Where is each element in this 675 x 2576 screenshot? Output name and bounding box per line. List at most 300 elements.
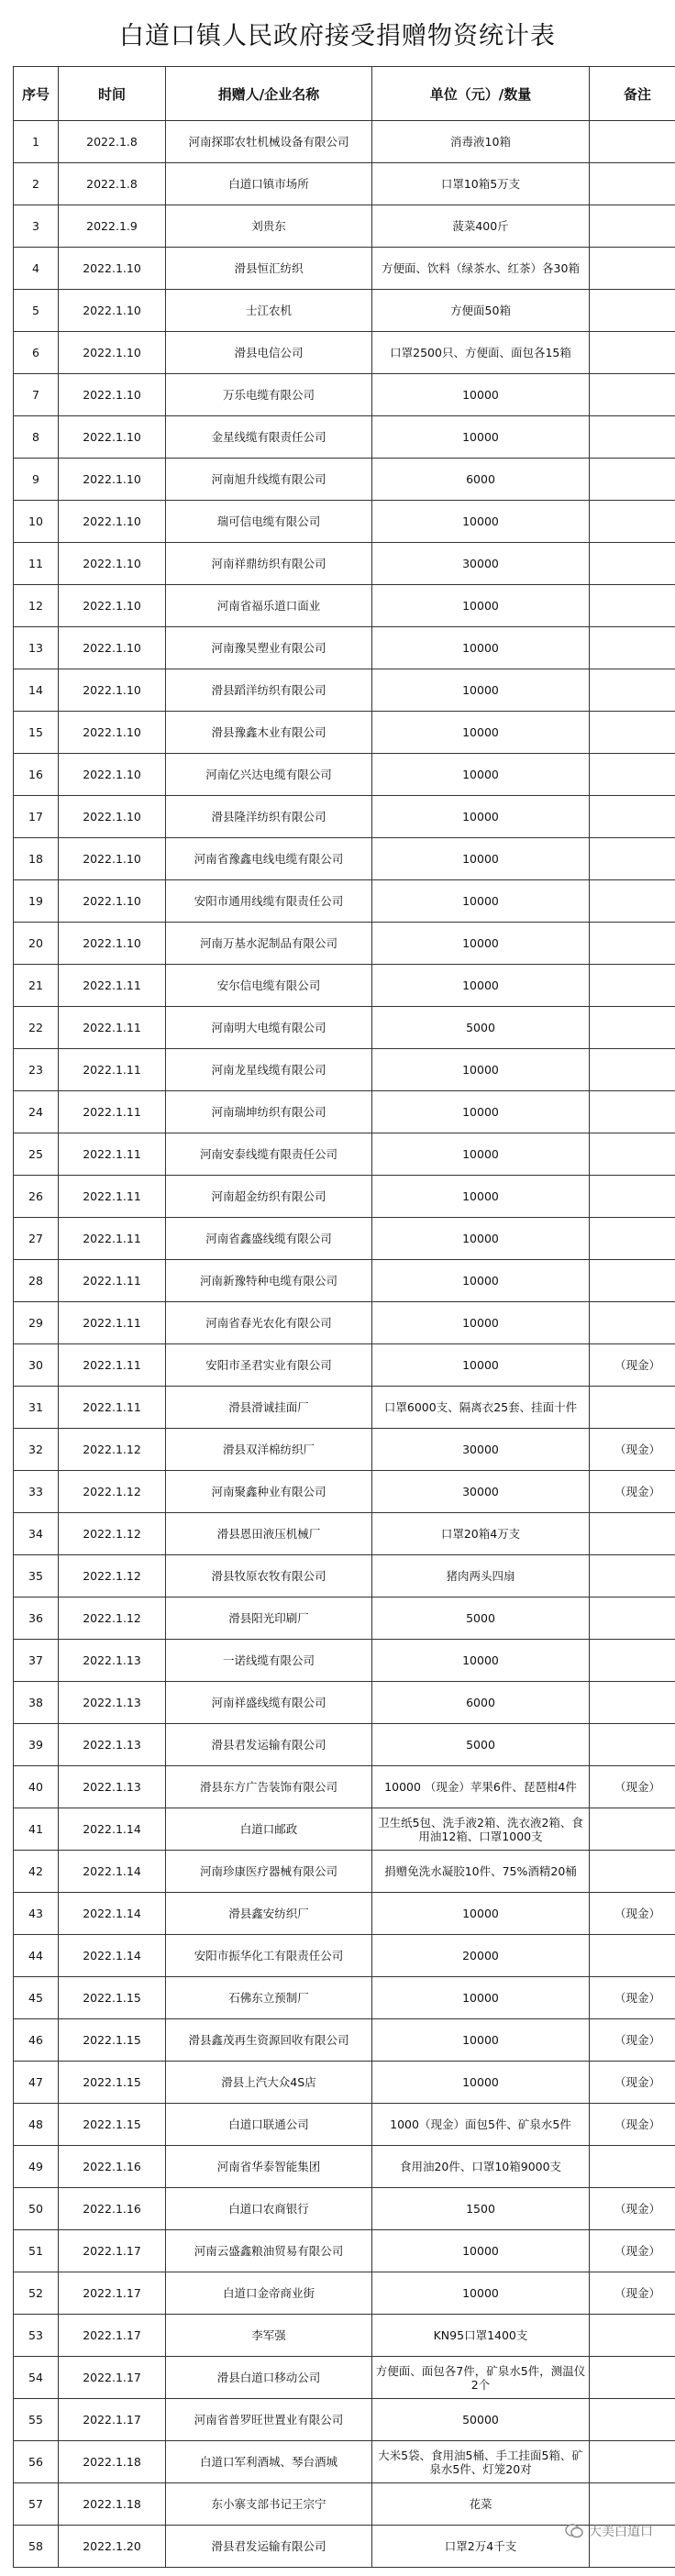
cell-amount: 方便面50箱 [372,290,590,332]
cell-no: 7 [14,374,59,416]
cell-note [590,1555,675,1598]
cell-amount: 10000 （现金）苹果6件、琵琶柑4件 [372,1766,590,1808]
cell-date: 2022.1.10 [59,585,166,627]
cell-note [590,923,675,965]
cell-donor: 滑县鑫茂再生资源回收有限公司 [166,2019,372,2062]
cell-note [590,1851,675,1893]
cell-donor: 河南省普罗旺世置业有限公司 [166,2399,372,2441]
cell-date: 2022.1.10 [59,459,166,501]
cell-no: 34 [14,1513,59,1555]
cell-no: 27 [14,1218,59,1260]
cell-amount: 10000 [372,2230,590,2272]
cell-donor: 滑县双洋棉纺织厂 [166,1429,372,1471]
table-row [14,712,675,754]
cell-note [590,754,675,796]
cell-donor: 滑县蹈洋纺织有限公司 [166,669,372,712]
cell-date: 2022.1.14 [59,1893,166,1935]
cell-amount: 20000 [372,1935,590,1977]
cell-donor: 滑县牧原农牧有限公司 [166,1555,372,1598]
cell-amount: 花菜 [372,2483,590,2526]
cell-amount: 5000 [372,1724,590,1766]
wechat-watermark [565,2522,653,2540]
cell-amount: 消毒液10箱 [372,121,590,163]
cell-date: 2022.1.10 [59,923,166,965]
cell-donor: 白道口镇市场所 [166,163,372,205]
cell-note [590,1682,675,1724]
cell-no: 57 [14,2483,59,2526]
cell-donor: 河南新豫特种电缆有限公司 [166,1260,372,1302]
cell-no: 17 [14,796,59,838]
cell-date: 2022.1.17 [59,2230,166,2272]
cell-no: 6 [14,332,59,374]
cell-no: 12 [14,585,59,627]
cell-note: （现金） [590,2062,675,2104]
table-row [14,1049,675,1091]
cell-date: 2022.1.13 [59,1640,166,1682]
cell-no: 33 [14,1471,59,1513]
cell-no: 16 [14,754,59,796]
cell-note [590,1724,675,1766]
cell-no: 24 [14,1091,59,1133]
table-row [14,1893,675,1935]
table-row [14,1682,675,1724]
cell-amount: 卫生纸5包、洗手液2箱、洗衣液2箱、食用油12箱、口罩1000支 [372,1808,590,1851]
table-row [14,1302,675,1344]
cell-no: 41 [14,1808,59,1851]
header-note: 备注 [590,67,675,121]
cell-donor: 安阳市振华化工有限责任公司 [166,1935,372,1977]
cell-donor: 河南旭升线缆有限公司 [166,459,372,501]
cell-note [590,838,675,880]
table-row [14,1555,675,1598]
cell-date: 2022.1.13 [59,1766,166,1808]
cell-donor: 河南聚鑫种业有限公司 [166,1471,372,1513]
cell-no: 38 [14,1682,59,1724]
cell-no: 36 [14,1598,59,1640]
cell-note [590,2483,675,2526]
cell-donor: 滑县君发运输有限公司 [166,1724,372,1766]
cell-amount: 10000 [372,1133,590,1176]
cell-note [590,1808,675,1851]
table-row [14,1640,675,1682]
cell-donor: 滑县君发运输有限公司 [166,2526,372,2568]
cell-donor: 滑县豫鑫木业有限公司 [166,712,372,754]
cell-date: 2022.1.14 [59,1935,166,1977]
cell-note [590,1387,675,1429]
cell-amount: 10000 [372,712,590,754]
table-row [14,2062,675,2104]
cell-donor: 安阳市圣君实业有限公司 [166,1344,372,1387]
cell-donor: 李军强 [166,2315,372,2357]
cell-no: 39 [14,1724,59,1766]
cell-donor: 金星线缆有限责任公司 [166,416,372,459]
cell-date: 2022.1.10 [59,290,166,332]
cell-amount: 方便面、饮料（绿茶水、红茶）各30箱 [372,248,590,290]
cell-no: 40 [14,1766,59,1808]
cell-date: 2022.1.10 [59,880,166,923]
cell-donor: 滑县电信公司 [166,332,372,374]
cell-amount: 10000 [372,1049,590,1091]
cell-amount: 10000 [372,965,590,1007]
cell-amount: 1000（现金）面包5件、矿泉水5件 [372,2104,590,2146]
cell-no: 23 [14,1049,59,1091]
cell-donor: 河南省豫鑫电线电缆有限公司 [166,838,372,880]
cell-amount: 30000 [372,543,590,585]
cell-no: 35 [14,1555,59,1598]
cell-date: 2022.1.10 [59,416,166,459]
cell-donor: 滑县隆洋纺织有限公司 [166,796,372,838]
table-row [14,838,675,880]
cell-donor: 滑县上汽大众4S店 [166,2062,372,2104]
cell-amount: 10000 [372,669,590,712]
cell-note [590,585,675,627]
table-row [14,121,675,163]
cell-date: 2022.1.11 [59,1133,166,1176]
cell-amount: 10000 [372,1176,590,1218]
cell-date: 2022.1.11 [59,965,166,1007]
cell-amount: 10000 [372,627,590,669]
cell-date: 2022.1.11 [59,1302,166,1344]
table-row [14,1808,675,1851]
cell-donor: 滑县滑诚挂面厂 [166,1387,372,1429]
cell-donor: 河南安泰线缆有限责任公司 [166,1133,372,1176]
cell-date: 2022.1.8 [59,121,166,163]
table-row [14,1218,675,1260]
header-date: 时间 [59,67,166,121]
cell-no: 11 [14,543,59,585]
cell-no: 26 [14,1176,59,1218]
cell-amount: 10000 [372,754,590,796]
table-row [14,205,675,248]
cell-date: 2022.1.20 [59,2526,166,2568]
cell-donor: 河南瑞坤纺织有限公司 [166,1091,372,1133]
cell-amount: 10000 [372,501,590,543]
cell-donor: 滑县东方广告装饰有限公司 [166,1766,372,1808]
cell-no: 48 [14,2104,59,2146]
watermark-text: 大美白道口 [589,2525,653,2539]
table-row [14,627,675,669]
cell-donor: 河南祥鼎纺织有限公司 [166,543,372,585]
cell-note [590,2399,675,2441]
cell-date: 2022.1.9 [59,205,166,248]
cell-date: 2022.1.18 [59,2441,166,2483]
cell-donor: 河南万基水泥制品有限公司 [166,923,372,965]
cell-date: 2022.1.12 [59,1471,166,1513]
table-row [14,1007,675,1049]
cell-no: 3 [14,205,59,248]
cell-date: 2022.1.15 [59,2104,166,2146]
cell-note [590,290,675,332]
table-row [14,1133,675,1176]
cell-note: （现金） [590,1893,675,1935]
table-row [14,459,675,501]
cell-note [590,374,675,416]
cell-no: 15 [14,712,59,754]
cell-amount: 10000 [372,1893,590,1935]
table-row [14,1387,675,1429]
cell-amount: 食用油20件、口罩10箱9000支 [372,2146,590,2188]
table-row [14,2483,675,2526]
cell-donor: 东小寨支部书记王宗宁 [166,2483,372,2526]
table-row [14,1766,675,1808]
cell-donor: 白道口军利酒城、琴台酒城 [166,2441,372,2483]
cell-donor: 河南亿兴达电缆有限公司 [166,754,372,796]
header-amount: 单位（元）/数量 [372,67,590,121]
table-row [14,2146,675,2188]
cell-note: （现金） [590,2188,675,2230]
cell-date: 2022.1.18 [59,2483,166,2526]
cell-note [590,2441,675,2483]
cell-amount: 30000 [372,1429,590,1471]
cell-note [590,1640,675,1682]
cell-note [590,1513,675,1555]
cell-no: 13 [14,627,59,669]
cell-no: 56 [14,2441,59,2483]
cell-no: 20 [14,923,59,965]
cell-amount: 10000 [372,1977,590,2019]
wechat-icon [565,2524,583,2538]
cell-date: 2022.1.11 [59,1387,166,1429]
cell-date: 2022.1.16 [59,2146,166,2188]
cell-no: 42 [14,1851,59,1893]
cell-amount: 6000 [372,459,590,501]
cell-amount: 10000 [372,1260,590,1302]
cell-donor: 河南云盛鑫粮油贸易有限公司 [166,2230,372,2272]
cell-donor: 白道口联通公司 [166,2104,372,2146]
cell-note [590,1260,675,1302]
table-row [14,796,675,838]
cell-date: 2022.1.13 [59,1724,166,1766]
cell-date: 2022.1.15 [59,2062,166,2104]
table-row [14,2230,675,2272]
cell-amount: 口罩6000支、隔离衣25套、挂面十件 [372,1387,590,1429]
cell-note [590,2146,675,2188]
cell-date: 2022.1.14 [59,1808,166,1851]
cell-date: 2022.1.10 [59,248,166,290]
cell-donor: 河南探耶农牡机械设备有限公司 [166,121,372,163]
cell-amount: KN95口罩1400支 [372,2315,590,2357]
donation-table [13,66,675,2568]
cell-note [590,501,675,543]
cell-note [590,627,675,669]
cell-date: 2022.1.12 [59,1429,166,1471]
cell-amount: 10000 [372,2062,590,2104]
cell-no: 1 [14,121,59,163]
cell-no: 10 [14,501,59,543]
cell-note [590,205,675,248]
cell-date: 2022.1.11 [59,1344,166,1387]
cell-donor: 滑县鑫安纺织厂 [166,1893,372,1935]
cell-date: 2022.1.11 [59,1176,166,1218]
cell-donor: 滑县阳光印刷厂 [166,1598,372,1640]
cell-amount: 10000 [372,1640,590,1682]
cell-donor: 河南龙星线缆有限公司 [166,1049,372,1091]
cell-donor: 滑县恒汇纺织 [166,248,372,290]
cell-date: 2022.1.15 [59,1977,166,2019]
cell-note [590,965,675,1007]
cell-date: 2022.1.11 [59,1091,166,1133]
cell-note [590,459,675,501]
table-row [14,1935,675,1977]
header-no: 序号 [14,67,59,121]
cell-date: 2022.1.12 [59,1555,166,1598]
cell-note [590,248,675,290]
cell-donor: 士江农机 [166,290,372,332]
cell-donor: 河南省福乐道口面业 [166,585,372,627]
cell-date: 2022.1.17 [59,2315,166,2357]
cell-note [590,880,675,923]
cell-amount: 10000 [372,416,590,459]
cell-donor: 安尔信电缆有限公司 [166,965,372,1007]
table-row [14,543,675,585]
cell-note: （现金） [590,2272,675,2315]
cell-amount: 6000 [372,1682,590,1724]
cell-no: 28 [14,1260,59,1302]
cell-note [590,416,675,459]
table-row [14,2315,675,2357]
cell-donor: 白道口邮政 [166,1808,372,1851]
cell-amount: 10000 [372,796,590,838]
cell-no: 4 [14,248,59,290]
cell-donor: 滑县白道口移动公司 [166,2357,372,2399]
cell-amount: 10000 [372,1218,590,1260]
cell-note [590,1007,675,1049]
cell-note [590,2315,675,2357]
cell-no: 55 [14,2399,59,2441]
cell-donor: 河南祥盛线缆有限公司 [166,1682,372,1724]
cell-no: 49 [14,2146,59,2188]
cell-date: 2022.1.10 [59,374,166,416]
cell-date: 2022.1.10 [59,627,166,669]
cell-amount: 10000 [372,923,590,965]
table-row [14,416,675,459]
cell-amount: 口罩20箱4万支 [372,1513,590,1555]
table-row [14,1513,675,1555]
cell-no: 32 [14,1429,59,1471]
cell-no: 50 [14,2188,59,2230]
cell-date: 2022.1.10 [59,838,166,880]
cell-no: 18 [14,838,59,880]
cell-amount: 10000 [372,1091,590,1133]
cell-amount: 猪肉两头四扇 [372,1555,590,1598]
cell-no: 44 [14,1935,59,1977]
table-row [14,2272,675,2315]
cell-date: 2022.1.15 [59,2019,166,2062]
cell-date: 2022.1.10 [59,712,166,754]
cell-no: 22 [14,1007,59,1049]
cell-no: 58 [14,2526,59,2568]
cell-no: 43 [14,1893,59,1935]
cell-amount: 10000 [372,585,590,627]
cell-date: 2022.1.11 [59,1007,166,1049]
table-row [14,2188,675,2230]
cell-amount: 10000 [372,880,590,923]
cell-donor: 河南省华泰智能集团 [166,2146,372,2188]
cell-date: 2022.1.10 [59,669,166,712]
cell-date: 2022.1.10 [59,543,166,585]
cell-no: 47 [14,2062,59,2104]
cell-donor: 白道口金帝商业街 [166,2272,372,2315]
cell-note [590,1302,675,1344]
cell-note [590,1598,675,1640]
cell-note: （现金） [590,2230,675,2272]
cell-amount: 10000 [372,838,590,880]
table-row [14,163,675,205]
cell-amount: 口罩10箱5万支 [372,163,590,205]
cell-note [590,1935,675,1977]
cell-date: 2022.1.13 [59,1682,166,1724]
cell-no: 2 [14,163,59,205]
cell-amount: 大米5袋、食用油5桶、手工挂面5箱、矿泉水5件、灯笼20对 [372,2441,590,2483]
table-row [14,374,675,416]
cell-date: 2022.1.14 [59,1851,166,1893]
cell-no: 46 [14,2019,59,2062]
header-donor: 捐赠人/企业名称 [166,67,372,121]
cell-no: 5 [14,290,59,332]
table-header-row [14,67,675,121]
cell-donor: 河南珍康医疗器械有限公司 [166,1851,372,1893]
table-row [14,1176,675,1218]
cell-note: （现金） [590,2104,675,2146]
cell-note [590,1133,675,1176]
cell-amount: 10000 [372,374,590,416]
cell-no: 54 [14,2357,59,2399]
cell-amount: 10000 [372,2272,590,2315]
cell-donor: 万乐电缆有限公司 [166,374,372,416]
cell-note [590,669,675,712]
cell-no: 21 [14,965,59,1007]
cell-amount: 10000 [372,2019,590,2062]
cell-date: 2022.1.10 [59,754,166,796]
table-row [14,1977,675,2019]
cell-date: 2022.1.10 [59,796,166,838]
cell-donor: 滑县恩田液压机械厂 [166,1513,372,1555]
table-row [14,1091,675,1133]
cell-amount: 30000 [372,1471,590,1513]
table-row [14,965,675,1007]
cell-note: （现金） [590,1977,675,2019]
cell-amount: 捐赠免洗水凝胶10件、75%酒精20桶 [372,1851,590,1893]
cell-donor: 河南省鑫盛线缆有限公司 [166,1218,372,1260]
table-row [14,2399,675,2441]
table-row [14,248,675,290]
cell-donor: 河南超金纺织有限公司 [166,1176,372,1218]
cell-amount: 50000 [372,2399,590,2441]
cell-date: 2022.1.17 [59,2357,166,2399]
cell-date: 2022.1.11 [59,1049,166,1091]
cell-no: 29 [14,1302,59,1344]
cell-date: 2022.1.11 [59,1218,166,1260]
cell-note [590,1049,675,1091]
cell-note: （现金） [590,2019,675,2062]
table-row [14,585,675,627]
cell-donor: 瑞可信电缆有限公司 [166,501,372,543]
cell-no: 9 [14,459,59,501]
cell-date: 2022.1.16 [59,2188,166,2230]
table-row [14,2441,675,2483]
table-row [14,2104,675,2146]
table-row [14,1260,675,1302]
table-row [14,332,675,374]
cell-amount: 口罩2500只、方便面、面包各15箱 [372,332,590,374]
table-row [14,2357,675,2399]
cell-amount: 方便面、面包各7件，矿泉水5件，测温仪2个 [372,2357,590,2399]
cell-note: （现金） [590,1766,675,1808]
cell-donor: 河南省春光农化有限公司 [166,1302,372,1344]
cell-date: 2022.1.12 [59,1598,166,1640]
cell-note [590,163,675,205]
cell-date: 2022.1.8 [59,163,166,205]
